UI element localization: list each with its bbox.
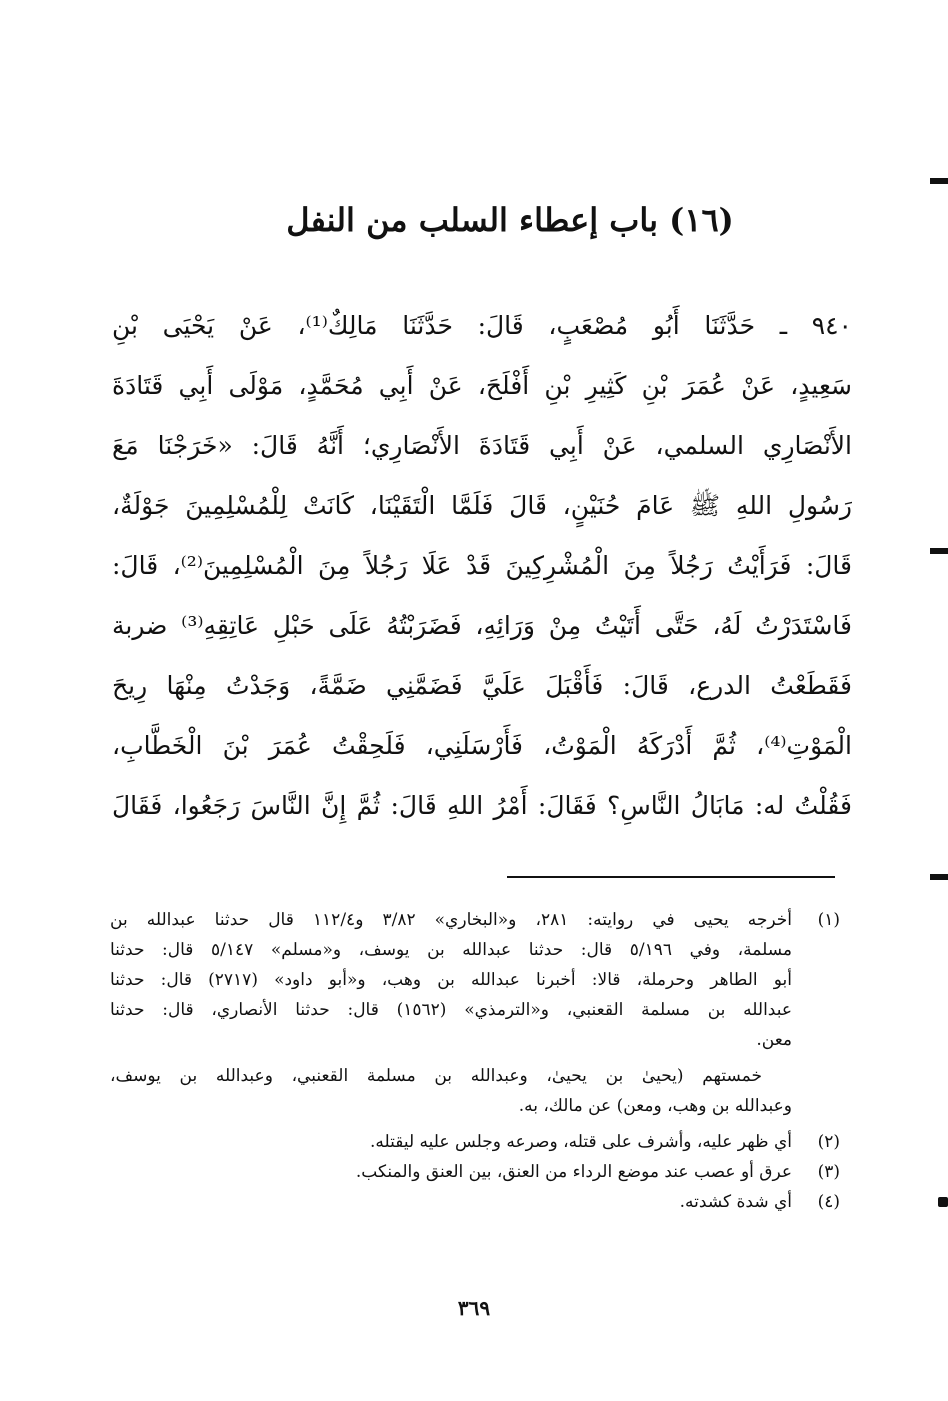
- text-line: قَالَ: فَرَأَيْتُ رَجُلاً مِنَ الْمُشْرِكِينَ قَدْ عَلَا رَجُلاً مِنَ الْمُسْلِمِينَ⁽²⁾، قَالَ:: [112, 551, 852, 580]
- footnote-1: [110, 905, 840, 1055]
- footnote-4: [110, 1187, 840, 1217]
- footnote-line: وعبدالله بن وهب، ومعن) عن مالك، به.: [518, 1096, 792, 1116]
- footnote-line: أي ظهر عليه، وأشرف على قتله، وصرعه وجلس عليه ليقتله.: [369, 1132, 792, 1152]
- footnote-line: خمستهم (يحيىٰ بن يحيىٰ، وعبدالله بن مسلمة القعنبي، وعبدالله بن يوسف،: [110, 1066, 762, 1086]
- page-number: ٣٦٩: [457, 1296, 491, 1320]
- text-line: سَعِيدٍ، عَنْ عُمَرَ بْنِ كَثِيرِ بْنِ أَفْلَحَ، عَنْ أَبِي مُحَمَّدٍ، مَوْلَى أَبِي قَتَادَةَ: [112, 371, 852, 400]
- footnote-3: [110, 1157, 840, 1187]
- footnotes: [110, 905, 840, 1217]
- footnote-divider: [507, 876, 835, 878]
- chapter-title: (١٦) باب إعطاء السلب من النفل: [286, 201, 734, 239]
- margin-mark: [930, 874, 948, 880]
- footnote-line: معن.: [756, 1030, 792, 1050]
- hadith-text: [112, 296, 852, 836]
- text-line: رَسُولِ اللهِ ﷺ عَامَ حُنَيْنٍ، قَالَ فَلَمَّا الْتَقَيْنَا، كَانَتْ لِلْمُسْلِمِينَ جَوْلَةٌ،: [112, 491, 852, 520]
- footnote-line: أبو الطاهر وحرملة، قالا: أخبرنا عبدالله بن وهب، و«أبو داود» (٢٧١٧) قال: حدثنا: [110, 970, 792, 990]
- footnote-line: عبدالله بن مسلمة القعنبي، و«الترمذي» (١٥٦٢) قال: حدثنا الأنصاري، قال: حدثنا: [110, 1000, 792, 1020]
- footnote-number: (٣): [817, 1162, 840, 1182]
- text-line: الأَنْصَارِي السلمي، عَنْ أَبِي قَتَادَةَ الأَنْصَارِي؛ أَنَّهُ قَالَ: «خَرَجْنَا مَعَ: [112, 431, 852, 460]
- footnote-2: [110, 1127, 840, 1157]
- footnote-number: (٤): [817, 1192, 840, 1212]
- text-line: ٩٤٠ ـ حَدَّثَنَا أَبُو مُصْعَبٍ، قَالَ: حَدَّثَنَا مَالِكٌ⁽¹⁾، عَنْ يَحْيَى بْنِ: [112, 311, 852, 340]
- margin-mark: [938, 1197, 948, 1207]
- footnote-line: أخرجه يحيى في روايته: ٢٨١، و«البخاري» ٣/٨٢ و١١٢/٤ قال حدثنا عبدالله بن: [110, 910, 792, 930]
- text-line: فَاسْتَدَرْتُ لَهُ، حَتَّى أَتَيْتُ مِنْ وَرَائِهِ، فَضَرَبْتُهُ عَلَى حَبْلِ عَاتِقِهِ⁽³⁾ ضربة: [112, 611, 852, 640]
- footnote-line: عرق أو عصب عند موضع الرداء من العنق، بين العنق والمنكب.: [355, 1162, 792, 1182]
- text-line: الْمَوْتِ⁽⁴⁾، ثُمَّ أَدْرَكَهُ الْمَوْتُ، فَأَرْسَلَنِي، فَلَحِقْتُ عُمَرَ بْنَ الْخَطَّابِ،: [112, 731, 852, 760]
- text-line: فَقَطَعْتُ الدرع، قَالَ: فَأَقْبَلَ عَلَيَّ فَضَمَّنِي ضَمَّةً، وَجَدْتُ مِنْهَا رِيحَ: [112, 671, 852, 700]
- footnote-1-continuation: [110, 1061, 840, 1121]
- footnote-number: (٢): [817, 1132, 840, 1152]
- margin-mark: [930, 178, 948, 184]
- footnote-line: مسلمة، وفي ٥/١٩٦ قال: حدثنا عبدالله بن يوسف، و«مسلم» ٥/١٤٧ قال: حدثنا: [110, 940, 792, 960]
- margin-mark: [930, 548, 948, 554]
- footnote-line: أي شدة كشدته.: [679, 1192, 792, 1212]
- text-line: فَقُلْتُ له: مَابَالُ النَّاسِ؟ فَقَالَ: أَمْرُ اللهِ قَالَ: ثُمَّ إِنَّ النَّاسَ رَجَعُوا، فَقَالَ: [112, 791, 852, 820]
- footnote-number: (١): [817, 910, 840, 930]
